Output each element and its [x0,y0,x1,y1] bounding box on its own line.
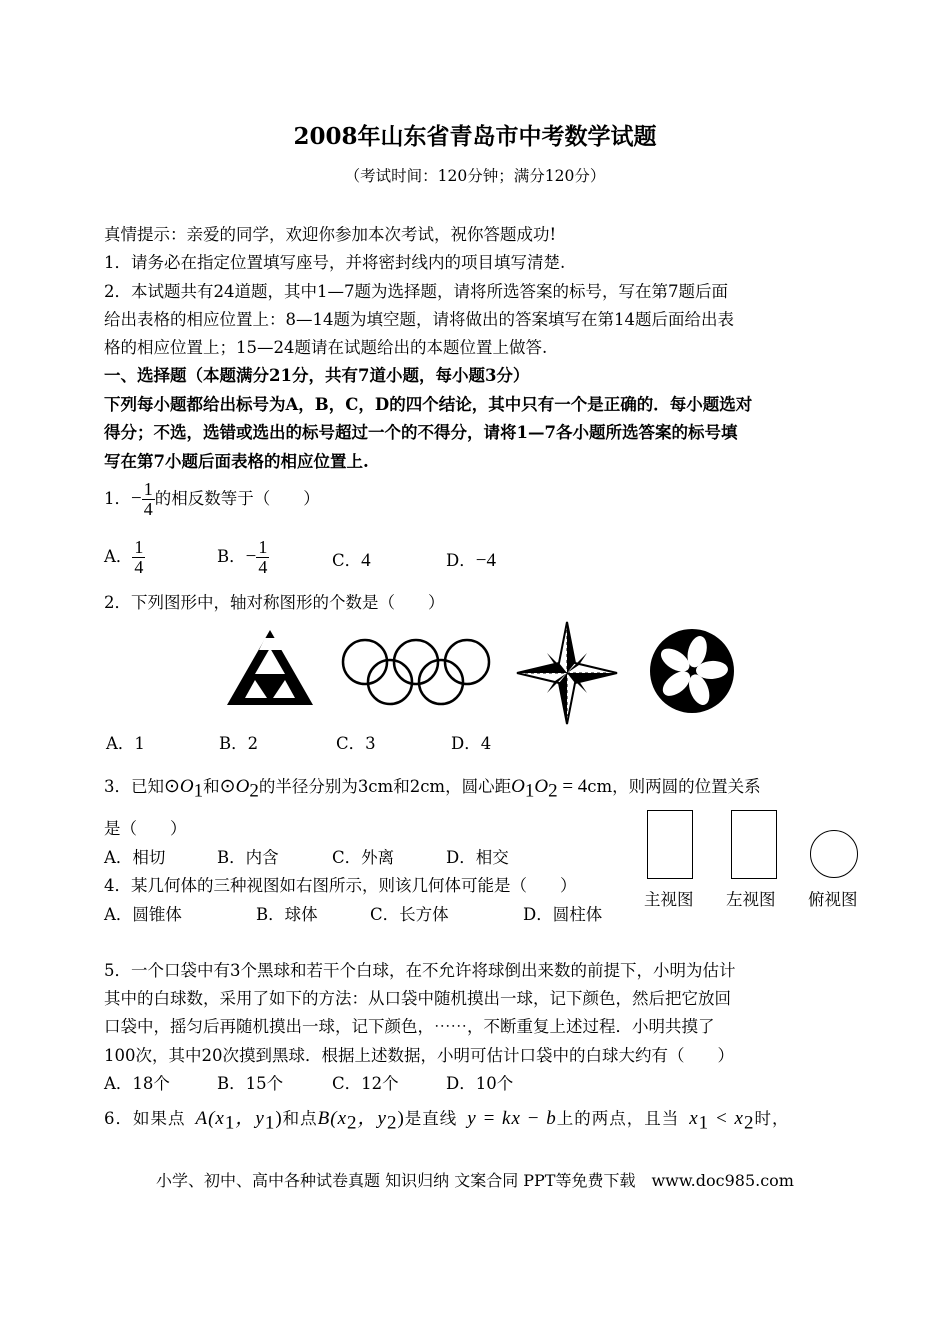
page-footer: 小学、初中、高中各种试卷真题 知识归纳 文案合同 PPT等免费下载 www.doc985.com [156,1171,794,1190]
side-view-rectangle [731,810,777,879]
question-number: 1． [104,489,131,508]
section-instruction: 得分；不选，选错或选出的标号超过一个的不得分，请将1—7各小题所选答案的标号填 [104,423,738,442]
view-label: 主视图 [644,890,694,909]
question-5-line: 5．一个口袋中有3个黑球和若干个白球，在不允许将球倒出来数的前提下，小明为估计 [104,961,736,980]
intro-line: 格的相应位置上；15—24题请在试题给出的本题位置上做答. [104,338,548,357]
question-6: 6．如果点 $A(x_1$，$y_1$)和点$B(x_2$，$y_2$)是直线 y = kx − b上的两点，且当 $x_1 < x_2$时， [104,1108,790,1134]
fraction: $\frac{1}{4}$ [143,479,153,519]
top-view-circle [810,830,858,878]
question-5-line: 100次，其中20次摸到黑球．根据上述数据，小明可估计口袋中的白球大约有（ ） [104,1046,734,1065]
q5-option-b: B．15个 [217,1074,284,1093]
star-compass-figure [515,620,619,726]
section-instruction: 写在第7小题后面表格的相应位置上. [104,452,369,471]
q2-option-d: D．4 [451,734,492,753]
question-3-cont: 是（ ） [104,819,187,838]
recycle-triangle-figure [225,628,315,708]
q4-option-b: B．球体 [256,905,318,924]
question-2: 2．下列图形中，轴对称图形的个数是（ ） [104,593,445,612]
intro-line: 真情提示：亲爱的同学，欢迎你参加本次考试，祝你答题成功! [104,225,557,244]
q3-option-c: C．外离 [332,848,395,867]
q1-option-a: A． $\frac{1}{4}$ [104,537,144,577]
q1-option-c: C．4 [332,550,371,571]
q3-option-a: A．相切 [104,848,166,867]
bauhinia-flower-figure [648,627,736,715]
q2-option-a: A．1 [106,734,145,753]
view-label: 左视图 [726,890,776,909]
intro-line: 1．请务必在指定位置填写座号，并将密封线内的项目填写清楚. [104,253,566,272]
front-view-rectangle [647,810,693,879]
question-1: 1．− $\frac{1}{4}$ 的相反数等于（ ） [104,479,320,519]
q2-option-b: B．2 [219,734,259,753]
question-3: 3．已知$⊙O_1$和$⊙O_2$的半径分别为3cm和2cm，圆心距$O_1O_2 = 4cm$，则两圆的位置关系 [104,776,761,802]
section-instruction: 下列每小题都给出标号为A，B，C，D的四个结论，其中只有一个是正确的．每小题选对 [104,395,753,414]
q5-option-d: D．10个 [446,1074,514,1093]
intro-line: 给出表格的相应位置上：8—14题为填空题，请将做出的答案填写在第14题后面给出表 [104,310,734,329]
q1-option-d: D．−4 [446,550,496,571]
q1-option-b: B．− $\frac{1}{4}$ [217,537,268,577]
q3-option-d: D．相交 [446,848,509,867]
olympic-rings-figure [338,638,494,706]
question-text: 的相反数等于（ ） [154,489,320,508]
page-title: 2008年山东省青岛市中考数学试题 [293,123,657,150]
q3-option-b: B．内含 [217,848,279,867]
exam-subtitle: （考试时间：120分钟；满分120分） [344,167,606,185]
q4-option-c: C．长方体 [370,905,449,924]
q5-option-a: A．18个 [104,1074,170,1093]
question-4: 4．某几何体的三种视图如右图所示，则该几何体可能是（ ） [104,876,577,895]
q4-option-a: A．圆锥体 [104,905,182,924]
section-heading: 一、选择题（本题满分21分，共有7道小题，每小题3分） [104,366,530,385]
question-5-line: 口袋中，摇匀后再随机摸出一球，记下颜色，⋯⋯，不断重复上述过程．小明共摸了 [104,1017,715,1036]
intro-line: 2．本试题共有24道题，其中1—7题为选择题，请将所选答案的标号，写在第7题后面 [104,282,728,301]
q4-option-d: D．圆柱体 [523,905,603,924]
view-label: 俯视图 [808,890,858,909]
question-5-line: 其中的白球数，采用了如下的方法：从口袋中随机摸出一球，记下颜色，然后把它放回 [104,989,731,1008]
q2-option-c: C．3 [336,734,376,753]
q5-option-c: C．12个 [332,1074,399,1093]
